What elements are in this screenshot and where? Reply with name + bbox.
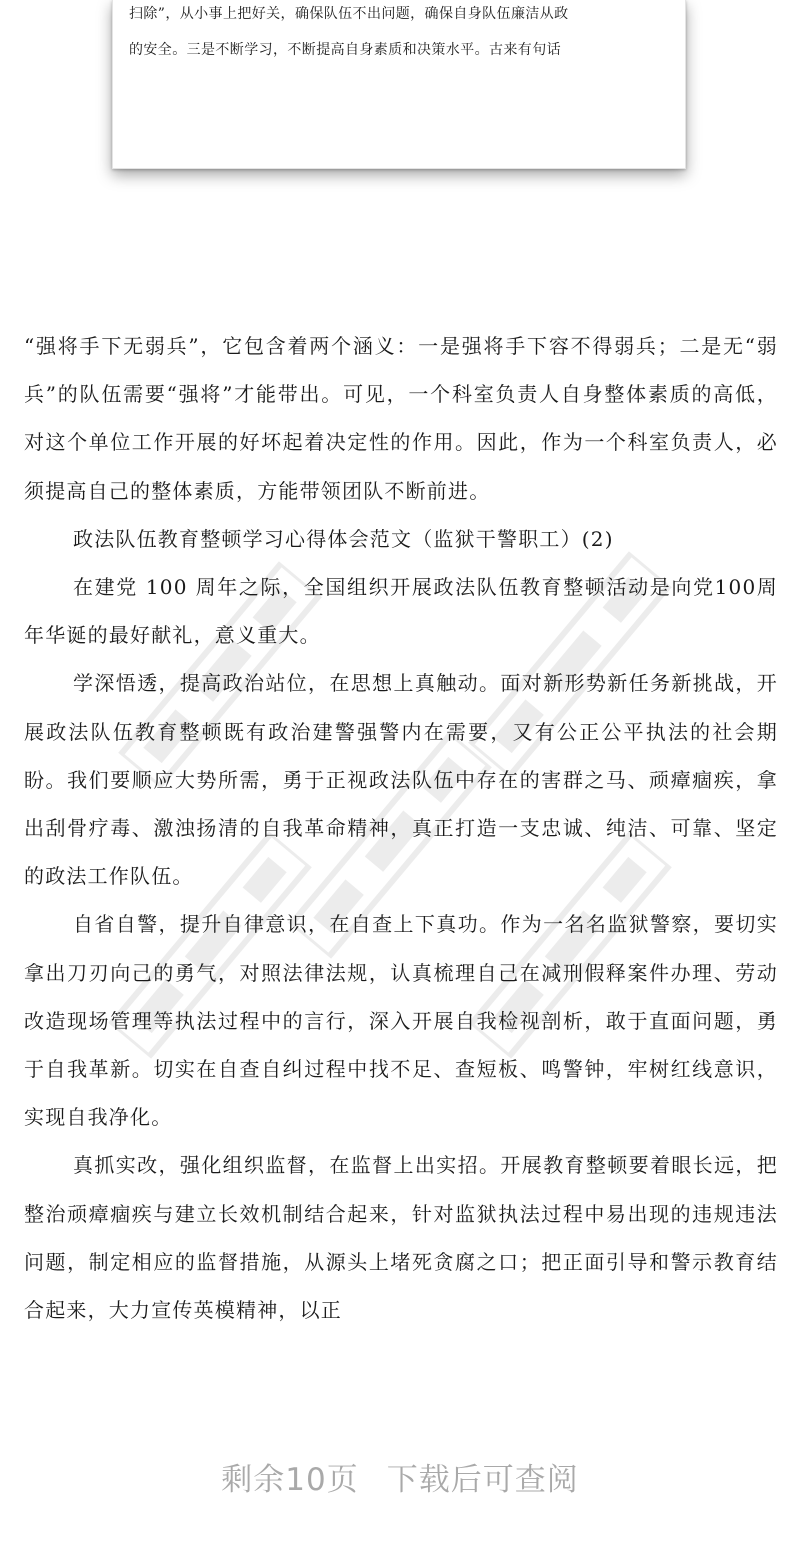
preview-line-2: 的安全。三是不断学习，不断提高自身素质和决策水平。古来有句话: [129, 42, 561, 58]
paragraph-2: 在建党 100 周年之际，全国组织开展政法队伍教育整顿活动是向党100周年华诞的最好献礼，意义重大。: [24, 575, 778, 648]
preview-line-1: 扫除”，从小事上把好关，确保队伍不出问题，确保自身队伍廉洁从政: [129, 6, 569, 22]
previous-page-preview: [112, 0, 686, 169]
paragraph-4: 自省自警，提升自律意识，在自查上下真功。作为一名名监狱警察，要切实拿出刀刃向己的勇气，对照法律法规，认真梳理自己在减刑假释案件办理、劳动改造现场管理等执法过程中的言行，深入开展自我检视剖析，敢于直面问题，勇于自我革新。切实在自查自纠过程中找不足、查短板、鸣警钟，牢树红线意识，实现自我净化。: [24, 912, 778, 1130]
paragraph-1: “强将手下无弱兵”，它包含着两个涵义：一是强将手下容不得弱兵；二是无“弱兵”的队伍需要“强将”才能带出。可见，一个科室负责人自身整体素质的高低，对这个单位工作开展的好坏起着决定性的作用。因此，作为一个科室负责人，必须提高自己的整体素质，方能带领团队不断前进。: [24, 334, 778, 503]
preview-text: [129, 0, 669, 68]
download-hint-label: 下载后可查阅: [386, 1462, 579, 1498]
section-heading: 政法队伍教育整顿学习心得体会范文（监狱干警职工）(2): [73, 526, 614, 551]
paragraph-3: 学深悟透，提高政治站位，在思想上真触动。面对新形势新任务新挑战，开展政法队伍教育整顿既有政治建警强警内在需要，又有公正公平执法的社会期盼。我们要顺应大势所需，勇于正视政法队伍中存在的害群之马、顽瘴痼疾，拿出刮骨疗毒、激浊扬清的自我革命精神，真正打造一支忠诚、纯洁、可靠、坚定的政法工作队伍。: [24, 671, 778, 889]
paragraph-5: 真抓实改，强化组织监督，在监督上出实招。开展教育整顿要着眼长远，把整治顽瘴痼疾与建立长效机制结合起来，针对监狱执法过程中易出现的违规违法问题，制定相应的监督措施，从源头上堵死贪腐之口；把正面引导和警示教育结合起来，大力宣传英模精神，以正: [24, 1153, 778, 1323]
remaining-pages-banner[interactable]: [0, 1448, 800, 1512]
remaining-pages-label: 剩余10页: [221, 1462, 359, 1498]
document-body: [24, 322, 778, 1334]
